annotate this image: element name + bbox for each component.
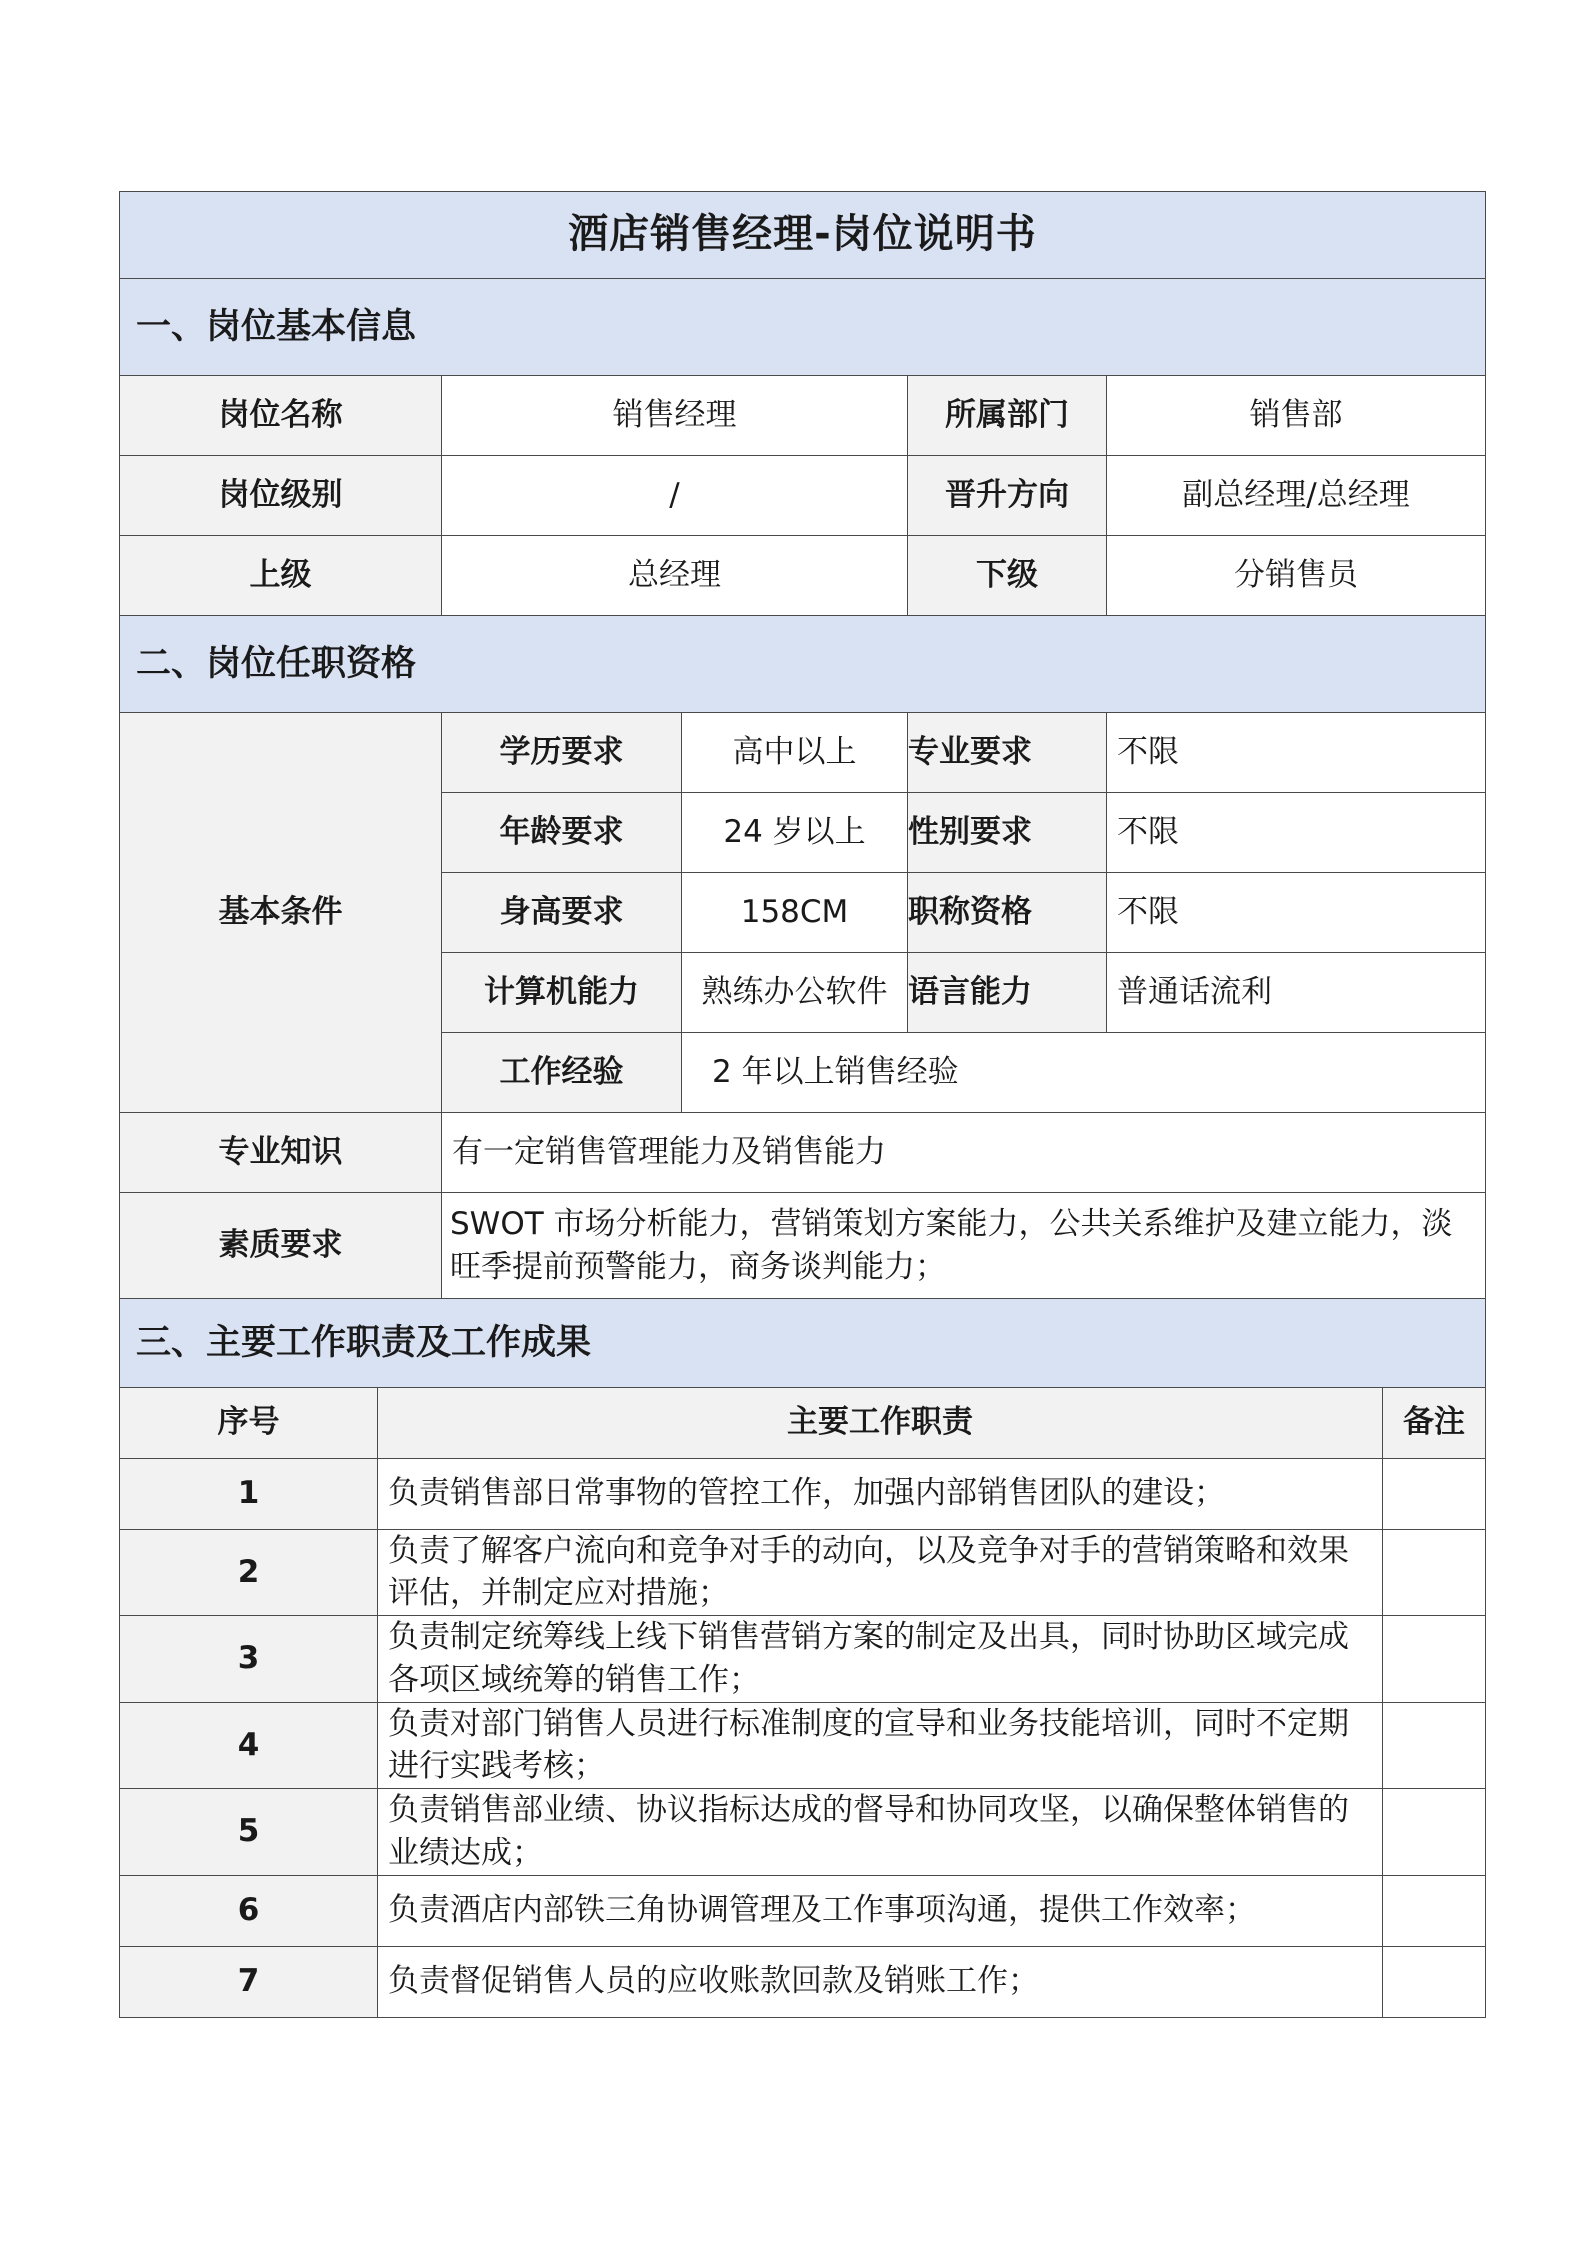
duty-text: 负责酒店内部铁三角协调管理及工作事项沟通，提供工作效率； bbox=[378, 1875, 1383, 1946]
value-quality-requirements: SWOT 市场分析能力，营销策划方案能力，公共关系维护及建立能力，淡旺季提前预警能力，商务谈判能力； bbox=[442, 1193, 1486, 1299]
label-age: 年龄要求 bbox=[442, 793, 682, 873]
knowledge-row bbox=[120, 1113, 1486, 1193]
value-gender: 不限 bbox=[1107, 793, 1486, 873]
info-row bbox=[120, 376, 1486, 456]
duty-note bbox=[1383, 1529, 1486, 1616]
duty-number: 4 bbox=[120, 1702, 378, 1789]
section-heading-qualifications: 二、岗位任职资格 bbox=[120, 616, 1486, 713]
value-height: 158CM bbox=[682, 873, 908, 953]
duty-note bbox=[1383, 1616, 1486, 1703]
table-row bbox=[120, 1702, 1486, 1789]
duty-note bbox=[1383, 1458, 1486, 1529]
column-header-number: 序号 bbox=[120, 1387, 378, 1458]
label-superior: 上级 bbox=[120, 536, 442, 616]
value-education: 高中以上 bbox=[682, 713, 908, 793]
table-row bbox=[120, 1458, 1486, 1529]
value-professional-knowledge: 有一定销售管理能力及销售能力 bbox=[442, 1113, 1486, 1193]
label-position-level: 岗位级别 bbox=[120, 456, 442, 536]
duty-number: 6 bbox=[120, 1875, 378, 1946]
value-age: 24 岁以上 bbox=[682, 793, 908, 873]
table-row bbox=[120, 1789, 1486, 1876]
basic-condition-row bbox=[120, 713, 1486, 793]
label-height: 身高要求 bbox=[442, 873, 682, 953]
duty-note bbox=[1383, 1702, 1486, 1789]
info-row bbox=[120, 456, 1486, 536]
label-subordinate: 下级 bbox=[908, 536, 1107, 616]
label-major: 专业要求 bbox=[908, 713, 1107, 793]
duty-note bbox=[1383, 1875, 1486, 1946]
label-gender: 性别要求 bbox=[908, 793, 1107, 873]
label-quality-requirements: 素质要求 bbox=[120, 1193, 442, 1299]
value-computer-skill: 熟练办公软件 bbox=[682, 953, 908, 1033]
job-description-document bbox=[119, 191, 1485, 2018]
value-subordinate: 分销售员 bbox=[1107, 536, 1486, 616]
duty-text: 负责对部门销售人员进行标准制度的宣导和业务技能培训，同时不定期进行实践考核； bbox=[378, 1702, 1383, 1789]
duty-text: 负责销售部日常事物的管控工作，加强内部销售团队的建设； bbox=[378, 1458, 1383, 1529]
duty-number: 2 bbox=[120, 1529, 378, 1616]
column-header-note: 备注 bbox=[1383, 1387, 1486, 1458]
label-computer-skill: 计算机能力 bbox=[442, 953, 682, 1033]
duties-header-row bbox=[120, 1387, 1486, 1458]
value-department: 销售部 bbox=[1107, 376, 1486, 456]
label-language: 语言能力 bbox=[908, 953, 1107, 1033]
column-header-duty: 主要工作职责 bbox=[378, 1387, 1383, 1458]
label-title-qualification: 职称资格 bbox=[908, 873, 1107, 953]
value-position-name: 销售经理 bbox=[442, 376, 908, 456]
label-promotion: 晋升方向 bbox=[908, 456, 1107, 536]
label-position-name: 岗位名称 bbox=[120, 376, 442, 456]
table-row bbox=[120, 1875, 1486, 1946]
table-row bbox=[120, 1529, 1486, 1616]
table-row bbox=[120, 1946, 1486, 2017]
duty-number: 7 bbox=[120, 1946, 378, 2017]
label-education: 学历要求 bbox=[442, 713, 682, 793]
duty-text: 负责督促销售人员的应收账款回款及销账工作； bbox=[378, 1946, 1383, 2017]
duty-text: 负责销售部业绩、协议指标达成的督导和协同攻坚，以确保整体销售的业绩达成； bbox=[378, 1789, 1383, 1876]
info-row bbox=[120, 536, 1486, 616]
duty-text: 负责制定统筹线上线下销售营销方案的制定及出具，同时协助区域完成各项区域统筹的销售工作； bbox=[378, 1616, 1383, 1703]
duty-note bbox=[1383, 1946, 1486, 2017]
duty-number: 3 bbox=[120, 1616, 378, 1703]
value-promotion: 副总经理/总经理 bbox=[1107, 456, 1486, 536]
quality-row bbox=[120, 1193, 1486, 1299]
qualification-table bbox=[119, 191, 1486, 1388]
duty-number: 1 bbox=[120, 1458, 378, 1529]
duty-note bbox=[1383, 1789, 1486, 1876]
value-position-level: / bbox=[442, 456, 908, 536]
section-heading-duties: 三、主要工作职责及工作成果 bbox=[120, 1299, 1486, 1388]
table-row bbox=[120, 1616, 1486, 1703]
label-department: 所属部门 bbox=[908, 376, 1107, 456]
section-heading-basic-info: 一、岗位基本信息 bbox=[120, 279, 1486, 376]
value-title-qualification: 不限 bbox=[1107, 873, 1486, 953]
label-work-experience: 工作经验 bbox=[442, 1033, 682, 1113]
value-work-experience: 2 年以上销售经验 bbox=[682, 1033, 1486, 1113]
value-superior: 总经理 bbox=[442, 536, 908, 616]
document-title: 酒店销售经理-岗位说明书 bbox=[120, 192, 1486, 279]
value-language: 普通话流利 bbox=[1107, 953, 1486, 1033]
value-major: 不限 bbox=[1107, 713, 1486, 793]
label-basic-conditions: 基本条件 bbox=[120, 713, 442, 1113]
label-professional-knowledge: 专业知识 bbox=[120, 1113, 442, 1193]
duty-text: 负责了解客户流向和竞争对手的动向，以及竞争对手的营销策略和效果评估，并制定应对措施； bbox=[378, 1529, 1383, 1616]
duty-number: 5 bbox=[120, 1789, 378, 1876]
duties-table bbox=[119, 1387, 1486, 2018]
